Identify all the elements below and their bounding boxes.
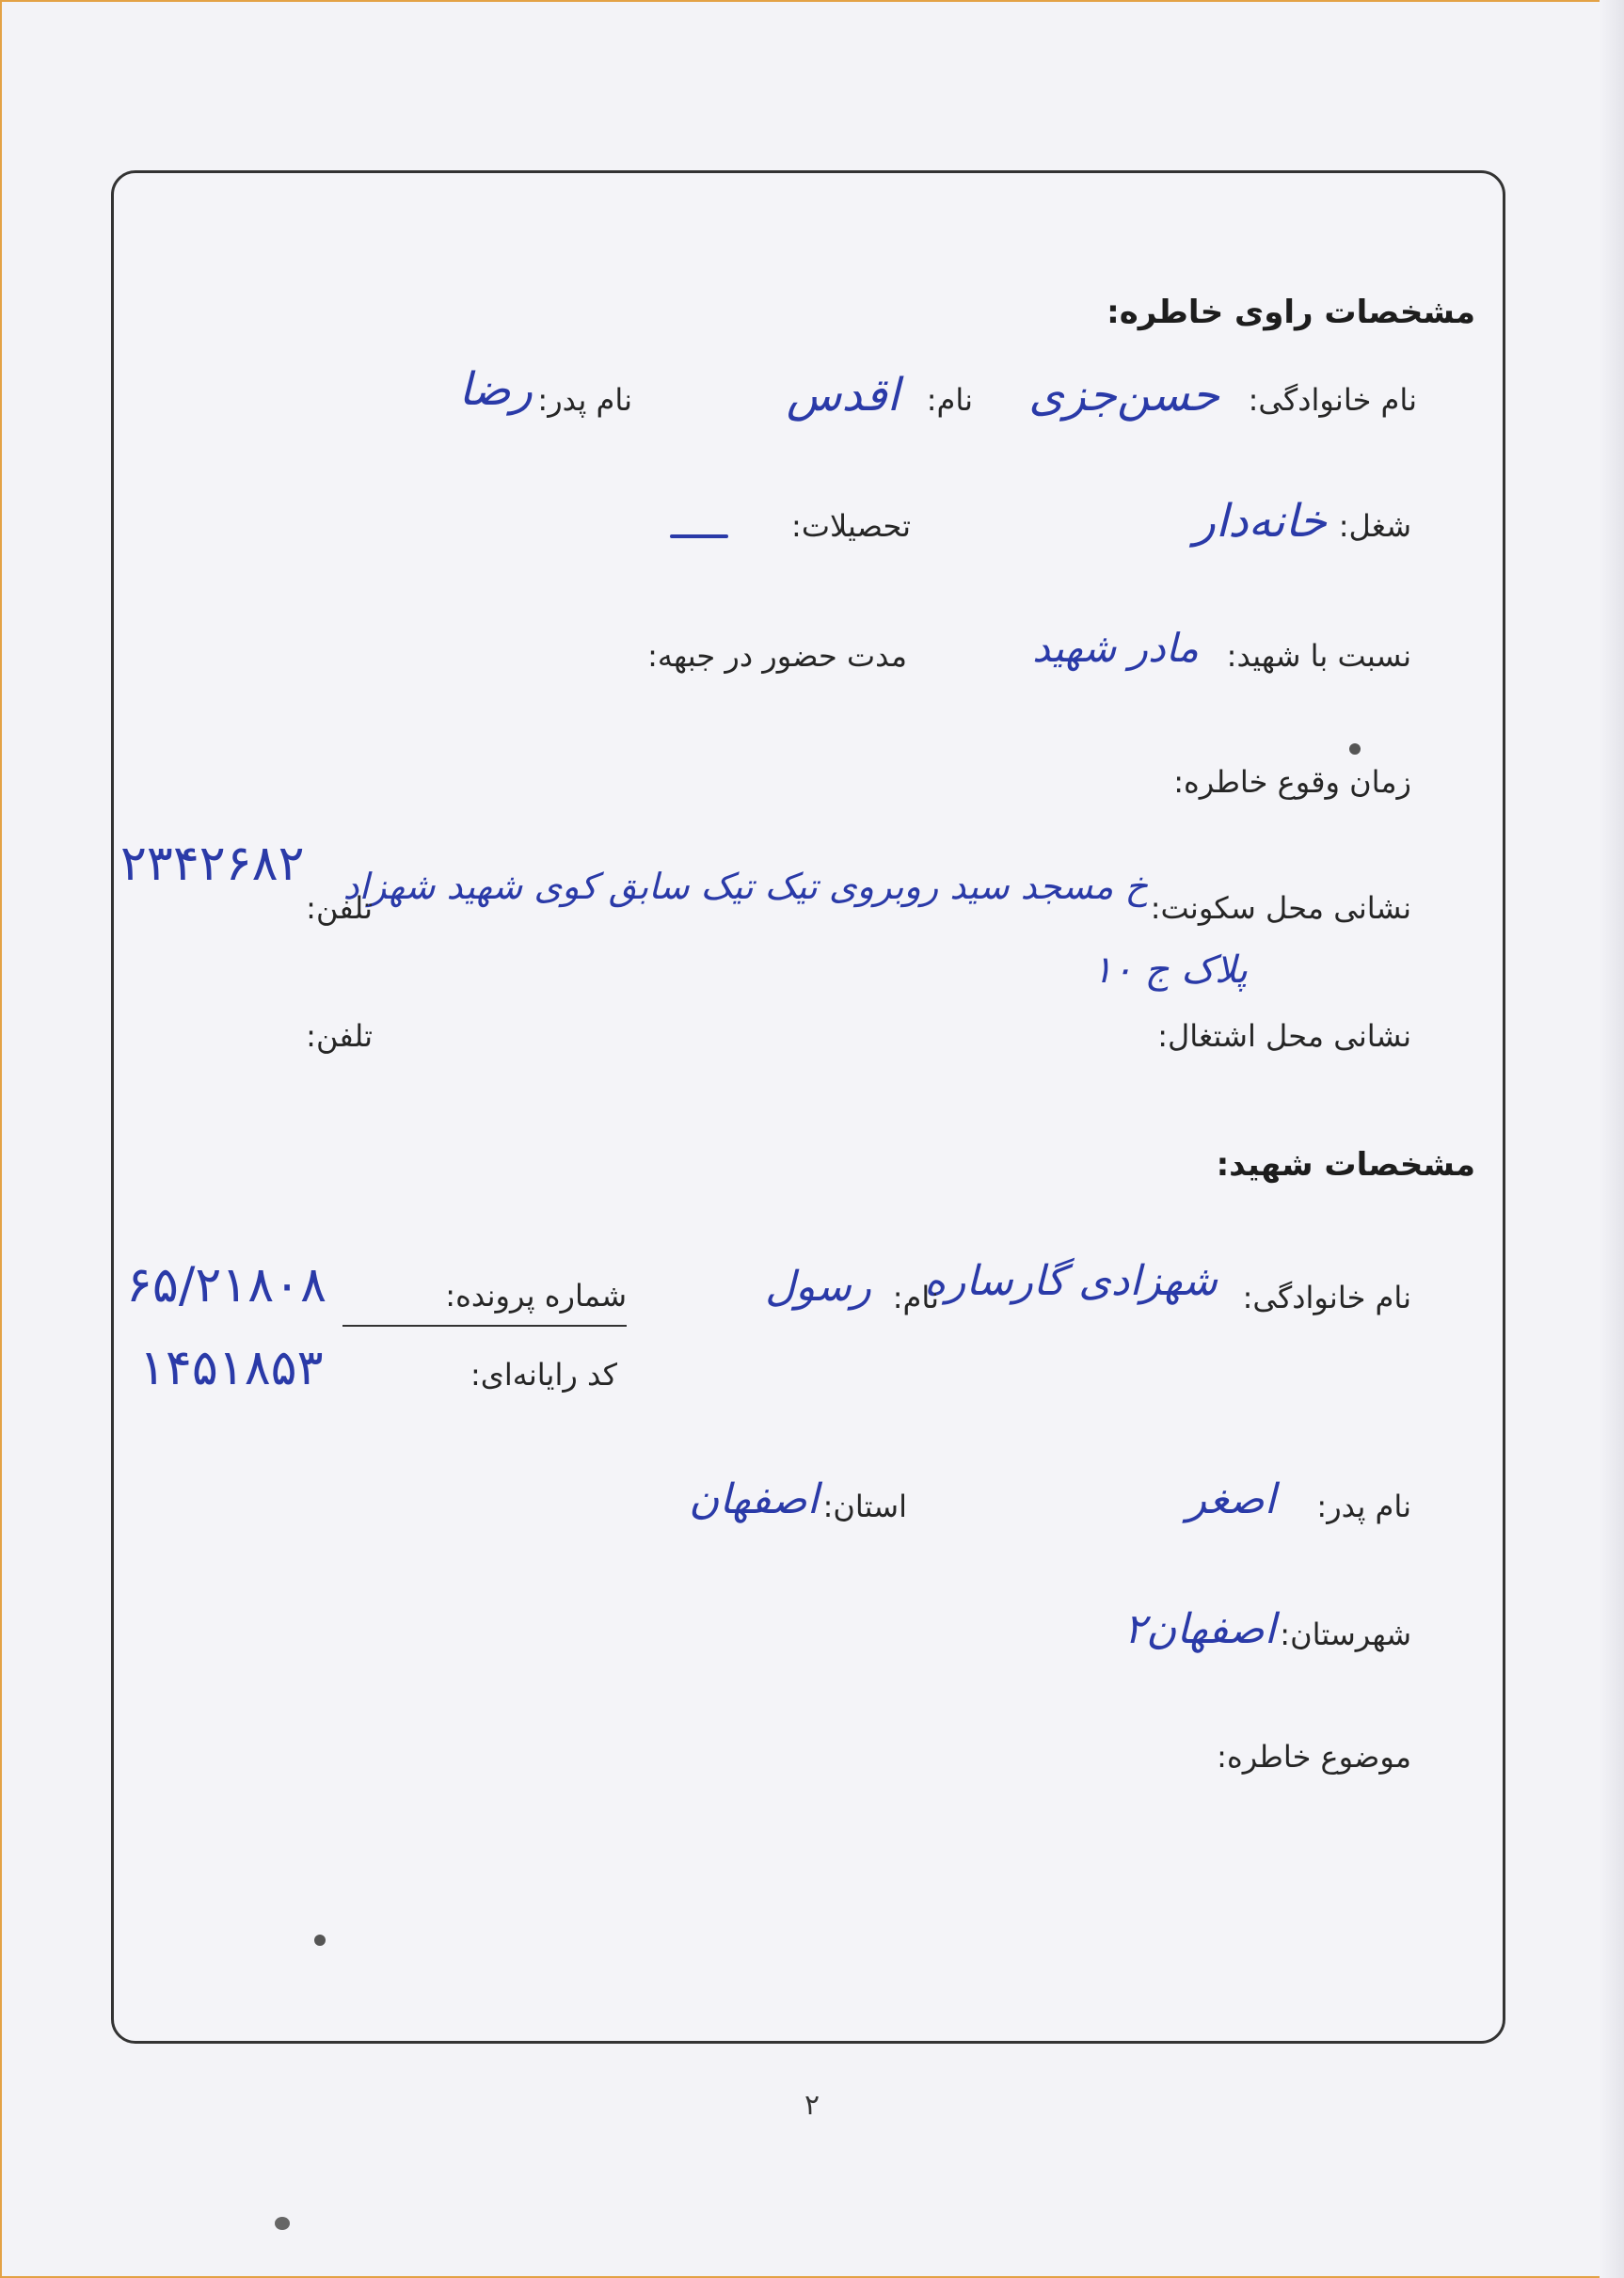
narrator-father-name-value: رضا [458,363,533,416]
narrator-family-name-value: حسن‌جزی [1028,369,1219,422]
martyr-father-name-value: اصغر [1186,1475,1276,1523]
martyr-heading: مشخصات شهید: [1216,1146,1475,1184]
narrator-first-name-label: نام: [926,382,973,418]
martyr-county-label: شهرستان: [1280,1617,1411,1652]
page-number: ۲ [804,2089,820,2122]
martyr-first-name-label: نام: [892,1280,939,1315]
martyr-family-name-label: نام خانوادگی: [1242,1280,1411,1315]
martyr-province-label: استان: [822,1489,907,1524]
martyr-first-name-value: رسول [765,1263,871,1311]
martyr-file-number-value: ۶۵/۲۱۸۰۸ [126,1257,327,1314]
narrator-occupation-label: شغل: [1338,508,1411,544]
narrator-father-name-label: نام پدر: [537,382,632,418]
martyr-county-value: اصفهان۲ [1123,1605,1276,1653]
martyr-family-name-value: شهزادی گارساره [924,1257,1218,1305]
education-empty-dash [670,534,728,538]
narrator-relation-value: مادر شهید [1032,625,1199,671]
narrator-phone-label: تلفن: [306,890,373,926]
narrator-work-phone-label: تلفن: [306,1018,373,1054]
martyr-father-name-label: نام پدر: [1316,1489,1411,1524]
narrator-family-name-label: نام خانوادگی: [1248,382,1417,418]
narrator-address-label: نشانی محل سکونت: [1150,890,1411,926]
paper-edge [1600,0,1624,2278]
narrator-first-name-value: اقدس [786,369,900,422]
narrator-education-label: تحصیلات: [791,508,911,544]
narrator-heading: مشخصات راوی خاطره: [1107,294,1475,331]
martyr-computer-code-label: کد رایانه‌ای: [470,1357,617,1393]
martyr-computer-code-value: ۱۴۵۱۸۵۳ [139,1340,324,1396]
ink-speck [275,2217,290,2230]
file-number-underline [342,1325,627,1327]
ink-speck [1349,743,1361,755]
narrator-address-value-line2: پلاک ج ۱۰ [1091,948,1248,992]
martyr-file-number-label: شماره پرونده: [445,1278,627,1314]
ink-speck [314,1935,326,1946]
martyr-province-value: اصفهان [689,1475,819,1523]
martyr-memory-subject-label: موضوع خاطره: [1217,1739,1411,1775]
narrator-memory-time-label: زمان وقوع خاطره: [1173,764,1411,800]
narrator-address-value: خ مسجد سید روبروی تیک تیک سابق کوی شهید شهزاد [342,866,1148,907]
narrator-relation-label: نسبت با شهید: [1226,638,1411,674]
narrator-work-address-label: نشانی محل اشتغال: [1157,1018,1411,1054]
narrator-phone-value: ۲۳۴۲۶۸۲ [120,836,305,892]
narrator-occupation-value: خانه‌دار [1193,495,1327,548]
narrator-front-duration-label: مدت حضور در جبهه: [647,638,907,674]
